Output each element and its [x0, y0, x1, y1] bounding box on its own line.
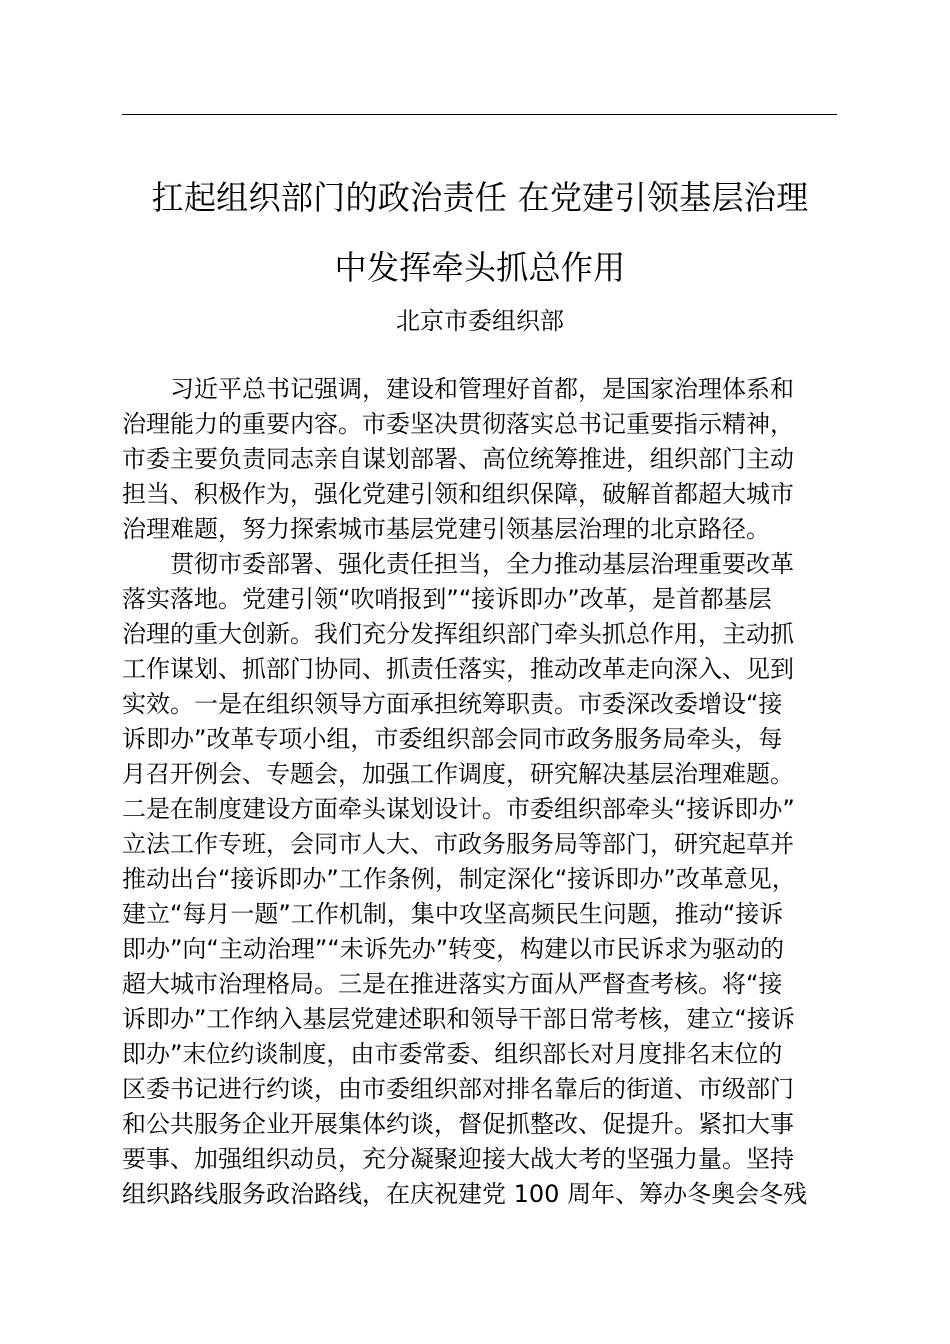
body-line: 治理的重大创新。我们充分发挥组织部门牵头抓总作用，主动抓	[122, 620, 794, 648]
body-line: 组织路线服务政治路线，在庆祝建党 100 周年、筹办冬奥会冬残	[122, 1180, 808, 1208]
body-line: 二是在制度建设方面牵头谋划设计。市委组织部牵头“接诉即办”	[122, 795, 795, 823]
document-title-line-1: 扛起组织部门的政治责任 在党建引领基层治理	[151, 178, 809, 217]
body-line: 月召开例会、专题会，加强工作调度，研究解决基层治理难题。	[122, 760, 794, 788]
body-line: 和公共服务企业开展集体约谈，督促抓整改、促提升。紧扣大事	[122, 1110, 794, 1138]
body-line: 治理难题，努力探索城市基层党建引领基层治理的北京路径。	[122, 515, 770, 543]
body-line: 诉即办”工作纳入基层党建述职和领导干部日常考核，建立“接诉	[122, 1005, 795, 1033]
body-line: 担当、积极作为，强化党建引领和组织保障，破解首都超大城市	[122, 480, 794, 508]
body-line: 诉即办”改革专项小组，市委组织部会同市政务服务局牵头，每	[122, 725, 783, 753]
body-line: 建立“每月一题”工作机制，集中攻坚高频民生问题，推动“接诉	[122, 900, 784, 928]
body-line: 习近平总书记强调，建设和管理好首都，是国家治理体系和	[122, 375, 794, 403]
document-author: 北京市委组织部	[396, 307, 564, 335]
body-line: 治理能力的重要内容。市委坚决贯彻落实总书记重要指示精神，	[122, 410, 794, 438]
body-line: 立法工作专班，会同市人大、市政务服务局等部门，研究起草并	[122, 830, 794, 858]
body-line: 即办”向“主动治理”“未诉先办”转变，构建以市民诉求为驱动的	[122, 935, 785, 963]
body-line: 超大城市治理格局。三是在推进落实方面从严督查考核。将“接	[122, 970, 783, 998]
body-line: 工作谋划、抓部门协同、抓责任落实，推动改革走向深入、见到	[122, 655, 794, 683]
body-line: 区委书记进行约谈，由市委组织部对排名靠后的街道、市级部门	[122, 1075, 794, 1103]
body-line: 市委主要负责同志亲自谋划部署、高位统筹推进，组织部门主动	[122, 445, 794, 473]
body-line: 推动出台“接诉即办”工作条例，制定深化“接诉即办”改革意见，	[122, 865, 796, 893]
body-line: 贯彻市委部署、强化责任担当，全力推动基层治理重要改革	[122, 550, 794, 578]
body-line: 落实落地。党建引领“吹哨报到”“接诉即办”改革，是首都基层	[122, 585, 772, 613]
document-title-line-2: 中发挥牵头抓总作用	[334, 248, 626, 287]
body-line: 即办”末位约谈制度，由市委常委、组织部长对月度排名末位的	[122, 1040, 783, 1068]
body-line: 实效。一是在组织领导方面承担统筹职责。市委深改委增设“接	[122, 690, 783, 718]
header-rule	[122, 114, 837, 115]
body-line: 要事、加强组织动员，充分凝聚迎接大战大考的坚强力量。坚持	[122, 1145, 794, 1173]
